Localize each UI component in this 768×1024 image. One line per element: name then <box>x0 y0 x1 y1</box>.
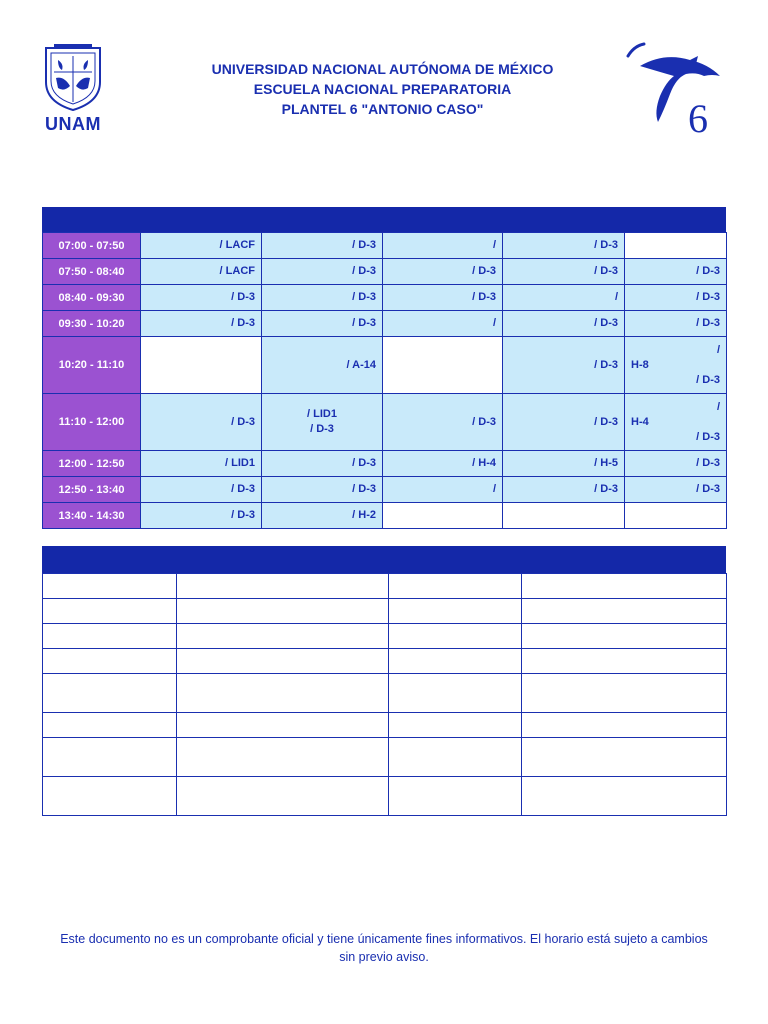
info-cell <box>522 599 727 624</box>
class-cell-text: H-8 <box>631 358 649 371</box>
info-row <box>43 624 727 649</box>
class-cell <box>141 503 262 529</box>
info-cell <box>389 649 522 674</box>
class-cell-text: / D-3 <box>231 509 255 521</box>
schedule-row <box>43 311 727 337</box>
class-cell <box>503 259 625 285</box>
class-cell-text: / D-3 <box>696 457 720 469</box>
class-cell <box>262 477 383 503</box>
class-cell <box>625 394 727 451</box>
class-cell <box>625 337 727 394</box>
class-cell <box>141 259 262 285</box>
schedule-row <box>43 503 727 529</box>
info-cell <box>389 599 522 624</box>
class-cell <box>625 451 727 477</box>
time-slot: 13:40 - 14:30 <box>43 503 141 529</box>
class-cell-text: / D-3 <box>472 291 496 303</box>
time-slot: 12:00 - 12:50 <box>43 451 141 477</box>
class-cell-text: / D-3 <box>352 265 376 277</box>
class-cell <box>262 451 383 477</box>
class-cell <box>383 311 503 337</box>
info-cell <box>389 713 522 738</box>
info-cell <box>177 599 389 624</box>
class-cell <box>503 394 625 451</box>
info-cell <box>43 713 177 738</box>
empty-cell <box>625 233 727 259</box>
time-slot: 09:30 - 10:20 <box>43 311 141 337</box>
schedule-row <box>43 285 727 311</box>
class-cell-text: / D-3 <box>594 483 618 495</box>
class-cell-text: / D-3 <box>231 291 255 303</box>
info-cell <box>522 624 727 649</box>
class-cell-text: / D-3 <box>352 291 376 303</box>
class-cell <box>141 233 262 259</box>
schedule-row <box>43 233 727 259</box>
class-cell <box>383 233 503 259</box>
info-cell <box>389 738 522 777</box>
class-cell <box>262 285 383 311</box>
class-cell <box>625 259 727 285</box>
class-cell <box>625 285 727 311</box>
class-cell-text: / D-3 <box>696 265 720 277</box>
class-cell <box>141 477 262 503</box>
info-cell <box>177 674 389 713</box>
info-cell <box>522 777 727 816</box>
class-cell <box>383 451 503 477</box>
info-cell <box>389 624 522 649</box>
class-cell <box>262 503 383 529</box>
class-cell <box>262 337 383 394</box>
class-cell-text: / LACF <box>219 265 255 277</box>
class-cell <box>262 311 383 337</box>
class-cell-text: / A-14 <box>346 358 376 371</box>
class-cell-text: / D-3 <box>231 415 255 428</box>
class-cell <box>141 285 262 311</box>
class-cell <box>141 394 262 451</box>
info-table <box>42 573 727 816</box>
class-cell-text: / D-3 <box>696 291 720 303</box>
class-cell-text: / D-3 <box>696 430 720 443</box>
class-cell-text: / H-4 <box>472 457 496 469</box>
class-cell-text: / <box>492 317 496 329</box>
class-cell-text: / D-3 <box>472 265 496 277</box>
class-cell-text: / D-3 <box>231 483 255 495</box>
class-cell-text: / <box>716 343 720 356</box>
empty-cell <box>141 337 262 394</box>
empty-cell <box>503 503 625 529</box>
class-cell-text: / <box>492 483 496 495</box>
class-cell <box>383 477 503 503</box>
disclaimer-text: Este documento no es un comprobante oficial y tiene únicamente fines informativos. El horario está sujeto a cambios sin previo aviso. <box>60 932 708 964</box>
class-cell-text: / D-3 <box>594 358 618 371</box>
class-cell-text: / D-3 <box>352 239 376 251</box>
info-cell <box>522 674 727 713</box>
info-row <box>43 674 727 713</box>
info-row <box>43 599 727 624</box>
class-cell <box>625 477 727 503</box>
class-cell <box>383 285 503 311</box>
class-cell <box>262 259 383 285</box>
class-cell <box>141 451 262 477</box>
info-cell <box>43 777 177 816</box>
unam-logo-text: UNAM <box>45 114 101 134</box>
time-slot: 07:50 - 08:40 <box>43 259 141 285</box>
time-slot: 08:40 - 09:30 <box>43 285 141 311</box>
info-cell <box>43 624 177 649</box>
info-cell <box>522 738 727 777</box>
info-cell <box>389 574 522 599</box>
class-cell-text: / D-3 <box>696 317 720 329</box>
empty-cell <box>383 503 503 529</box>
schedule-row <box>43 394 727 451</box>
class-cell-text: / H-5 <box>594 457 618 469</box>
class-cell-text: / LID1 <box>225 457 255 469</box>
info-row <box>43 649 727 674</box>
info-cell <box>177 777 389 816</box>
info-row <box>43 738 727 777</box>
class-cell <box>503 233 625 259</box>
info-cell <box>177 624 389 649</box>
plantel-number: 6 <box>688 96 708 138</box>
class-cell-text: / D-3 <box>231 317 255 329</box>
class-cell <box>141 311 262 337</box>
school-name: ESCUELA NACIONAL PREPARATORIA <box>253 81 512 97</box>
schedule-table <box>42 232 727 529</box>
info-cell <box>177 574 389 599</box>
university-name: UNIVERSIDAD NACIONAL AUTÓNOMA DE MÉXICO <box>211 61 554 77</box>
schedule-header-bar <box>42 207 726 232</box>
info-row <box>43 574 727 599</box>
page-header <box>180 59 585 119</box>
time-slot: 11:10 - 12:00 <box>43 394 141 451</box>
info-cell <box>389 777 522 816</box>
class-cell-text: / D-3 <box>594 239 618 251</box>
class-cell-text: / D-3 <box>352 457 376 469</box>
class-cell-text: / D-3 <box>310 423 334 435</box>
empty-cell <box>383 337 503 394</box>
schedule-row <box>43 337 727 394</box>
class-cell-text: / D-3 <box>352 317 376 329</box>
class-cell <box>262 394 383 451</box>
info-cell <box>522 649 727 674</box>
class-cell <box>383 394 503 451</box>
class-cell <box>625 311 727 337</box>
info-cell <box>522 713 727 738</box>
info-header-bar <box>42 546 726 573</box>
time-slot: 07:00 - 07:50 <box>43 233 141 259</box>
info-cell <box>43 649 177 674</box>
class-cell <box>503 285 625 311</box>
class-cell-text: / <box>716 400 720 413</box>
class-cell <box>503 477 625 503</box>
class-cell <box>383 259 503 285</box>
empty-cell <box>625 503 727 529</box>
campus-name: PLANTEL 6 "ANTONIO CASO" <box>281 101 484 117</box>
info-row <box>43 713 727 738</box>
info-cell <box>43 599 177 624</box>
class-cell-text: / D-3 <box>594 415 618 428</box>
class-cell <box>262 233 383 259</box>
info-cell <box>177 713 389 738</box>
time-slot: 12:50 - 13:40 <box>43 477 141 503</box>
info-cell <box>43 738 177 777</box>
class-cell <box>503 311 625 337</box>
class-cell-text: H-4 <box>631 415 649 428</box>
class-cell <box>503 451 625 477</box>
info-cell <box>522 574 727 599</box>
class-cell-text: / <box>492 239 496 251</box>
info-cell <box>43 574 177 599</box>
info-cell <box>177 738 389 777</box>
schedule-row <box>43 259 727 285</box>
class-cell-text: / D-3 <box>594 265 618 277</box>
class-cell-text: / LACF <box>219 239 255 251</box>
schedule-row <box>43 477 727 503</box>
class-cell-text: / D-3 <box>696 483 720 495</box>
class-cell-text: / D-3 <box>696 373 720 386</box>
class-cell-text: / H-2 <box>352 509 376 521</box>
class-cell-text: / D-3 <box>352 483 376 495</box>
class-cell-text: / LID1 <box>307 408 337 420</box>
info-row <box>43 777 727 816</box>
info-cell <box>43 674 177 713</box>
class-cell <box>503 337 625 394</box>
plantel-6-eagle-icon <box>624 42 728 138</box>
class-cell-text: / <box>614 291 618 303</box>
class-cell-text: / D-3 <box>594 317 618 329</box>
info-cell <box>389 674 522 713</box>
info-cell <box>177 649 389 674</box>
time-slot: 10:20 - 11:10 <box>43 337 141 394</box>
schedule-row <box>43 451 727 477</box>
class-cell-text: / D-3 <box>472 415 496 428</box>
